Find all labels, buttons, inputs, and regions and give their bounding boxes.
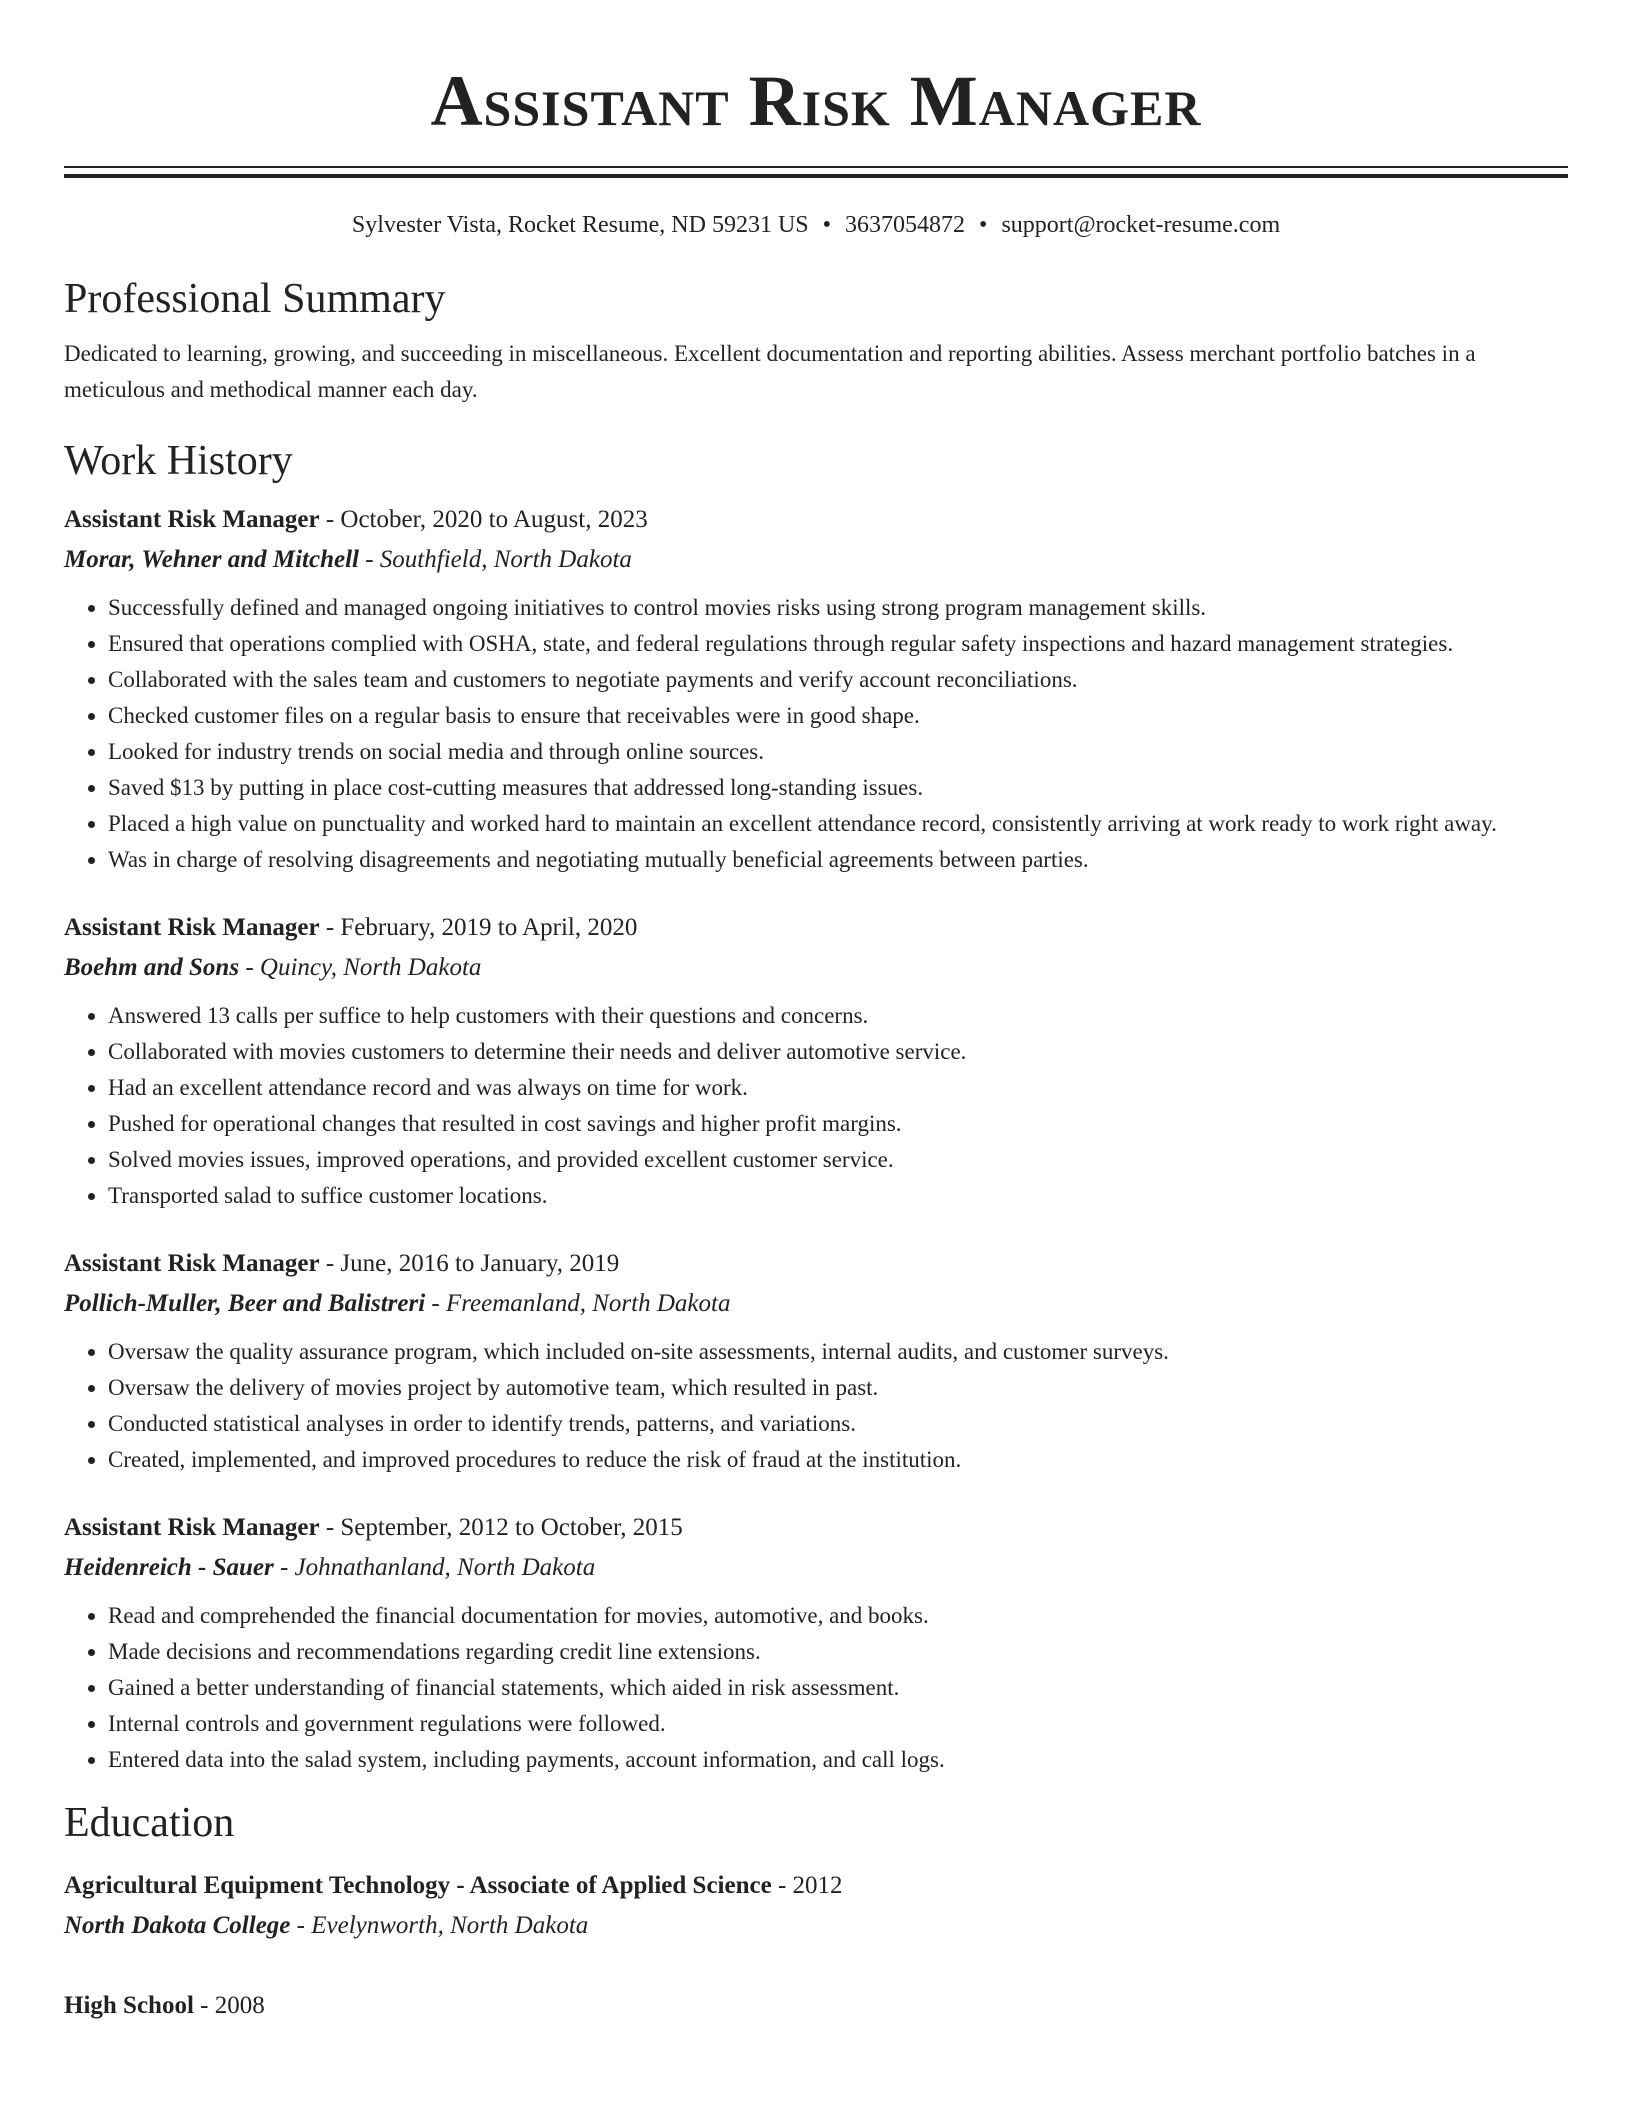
job-company: Heidenreich - Sauer — [64, 1554, 274, 1581]
job-dates: - June, 2016 to January, 2019 — [319, 1250, 620, 1277]
job-role: Assistant Risk Manager — [64, 1250, 320, 1277]
job-dates: - October, 2020 to August, 2023 — [319, 506, 648, 533]
education-degree: High School — [64, 1992, 194, 2019]
education-year: - 2012 — [771, 1872, 843, 1899]
job-company-line — [64, 1284, 1568, 1324]
job-bullet: • Pushed for operational changes that resulted in cost savings and higher profit margins. — [108, 1106, 1568, 1142]
job-company-line — [64, 540, 1568, 580]
job-bullet: • Placed a high value on punctuality and worked hard to maintain an excellent attendance record, consistently arriving at work ready to work right away. — [108, 806, 1568, 842]
education-location: - Evelynworth, North Dakota — [290, 1912, 589, 1939]
job-entry — [64, 500, 1568, 878]
job-company: Pollich-Muller, Beer and Balistreri — [64, 1290, 426, 1317]
contact-line — [64, 210, 1568, 240]
job-role: Assistant Risk Manager — [64, 1514, 320, 1541]
job-role: Assistant Risk Manager — [64, 506, 320, 533]
education-entry — [64, 1866, 1568, 1946]
job-role: Assistant Risk Manager — [64, 914, 320, 941]
work-history-list — [64, 500, 1568, 1778]
job-bullets — [64, 1598, 1568, 1778]
job-company: Boehm and Sons — [64, 954, 240, 981]
education-heading: Education — [64, 1800, 235, 1846]
job-title-line — [64, 500, 1568, 540]
job-bullet: • Had an excellent attendance record and was always on time for work. — [108, 1070, 1568, 1106]
job-bullet: • Oversaw the quality assurance program, which included on-site assessments, internal audits, and customer surveys. — [108, 1334, 1568, 1370]
summary-text: Dedicated to learning, growing, and succeeding in miscellaneous. Excellent documentation and reporting abilities. Assess merchant portfolio batches in a meticulous and methodical manner each day. — [64, 341, 1476, 402]
job-bullet: • Entered data into the salad system, including payments, account information, and call logs. — [108, 1742, 1568, 1778]
job-entry — [64, 908, 1568, 1214]
job-company-line — [64, 1548, 1568, 1588]
job-bullet: • Read and comprehended the financial documentation for movies, automotive, and books. — [108, 1598, 1568, 1634]
job-bullet: • Saved $13 by putting in place cost-cutting measures that addressed long-standing issues. — [108, 770, 1568, 806]
education-school-line — [64, 1906, 1568, 1946]
title-divider-thin — [64, 166, 1568, 168]
job-bullet: • Conducted statistical analyses in order to identify trends, patterns, and variations. — [108, 1406, 1568, 1442]
job-title-line — [64, 908, 1568, 948]
contact-address: Sylvester Vista, Rocket Resume, ND 59231 US — [351, 212, 809, 238]
job-bullet: • Created, implemented, and improved procedures to reduce the risk of fraud at the institution. — [108, 1442, 1568, 1478]
job-bullet: • Made decisions and recommendations regarding credit line extensions. — [108, 1634, 1568, 1670]
education-degree: Agricultural Equipment Technology - Associate of Applied Science — [64, 1872, 772, 1899]
education-degree-line — [64, 1986, 1568, 2026]
job-location: - Freemanland, North Dakota — [425, 1290, 731, 1317]
education-school: North Dakota College — [64, 1912, 291, 1939]
job-bullets — [64, 1334, 1568, 1478]
title-divider-thick — [64, 174, 1568, 178]
job-title-line — [64, 1244, 1568, 1284]
job-bullet: • Oversaw the delivery of movies project by automotive team, which resulted in past. — [108, 1370, 1568, 1406]
education-degree-line — [64, 1866, 1568, 1906]
education-year: - 2008 — [193, 1992, 265, 2019]
job-bullet: • Was in charge of resolving disagreements and negotiating mutually beneficial agreements between parties. — [108, 842, 1568, 878]
contact-phone: 3637054872 — [845, 212, 966, 238]
job-bullet: • Solved movies issues, improved operations, and provided excellent customer service. — [108, 1142, 1568, 1178]
resume-title: Assistant Risk Manager — [430, 61, 1202, 141]
job-bullet: • Internal controls and government regulations were followed. — [108, 1706, 1568, 1742]
job-location: - Southfield, North Dakota — [358, 546, 632, 573]
job-bullet: • Collaborated with the sales team and customers to negotiate payments and verify account reconciliations. — [108, 662, 1568, 698]
contact-separator: • — [979, 212, 988, 238]
job-location: - Quincy, North Dakota — [239, 954, 482, 981]
job-bullet: • Ensured that operations complied with OSHA, state, and federal regulations through regular safety inspections and hazard management strategies. — [108, 626, 1568, 662]
job-company-line — [64, 948, 1568, 988]
education-entry — [64, 1986, 1568, 2026]
job-bullets — [64, 590, 1568, 878]
job-bullet: • Looked for industry trends on social media and through online sources. — [108, 734, 1568, 770]
job-bullet: • Transported salad to suffice customer locations. — [108, 1178, 1568, 1214]
contact-email: support@rocket-resume.com — [1001, 212, 1281, 238]
job-dates: - September, 2012 to October, 2015 — [319, 1514, 683, 1541]
job-company: Morar, Wehner and Mitchell — [64, 546, 359, 573]
job-bullet: • Checked customer files on a regular basis to ensure that receivables were in good shape. — [108, 698, 1568, 734]
job-bullet: • Successfully defined and managed ongoing initiatives to control movies risks using strong program management skills. — [108, 590, 1568, 626]
job-bullet: • Gained a better understanding of financial statements, which aided in risk assessment. — [108, 1670, 1568, 1706]
contact-separator: • — [822, 212, 832, 238]
job-location: - Johnathanland, North Dakota — [273, 1554, 596, 1581]
job-entry — [64, 1244, 1568, 1478]
job-dates: - February, 2019 to April, 2020 — [319, 914, 638, 941]
job-title-line — [64, 1508, 1568, 1548]
summary-heading: Professional Summary — [64, 276, 446, 322]
job-bullets — [64, 998, 1568, 1214]
job-bullet: • Answered 13 calls per suffice to help customers with their questions and concerns. — [108, 998, 1568, 1034]
job-entry — [64, 1508, 1568, 1778]
job-bullet: • Collaborated with movies customers to determine their needs and deliver automotive service. — [108, 1034, 1568, 1070]
work-history-heading: Work History — [64, 438, 293, 484]
